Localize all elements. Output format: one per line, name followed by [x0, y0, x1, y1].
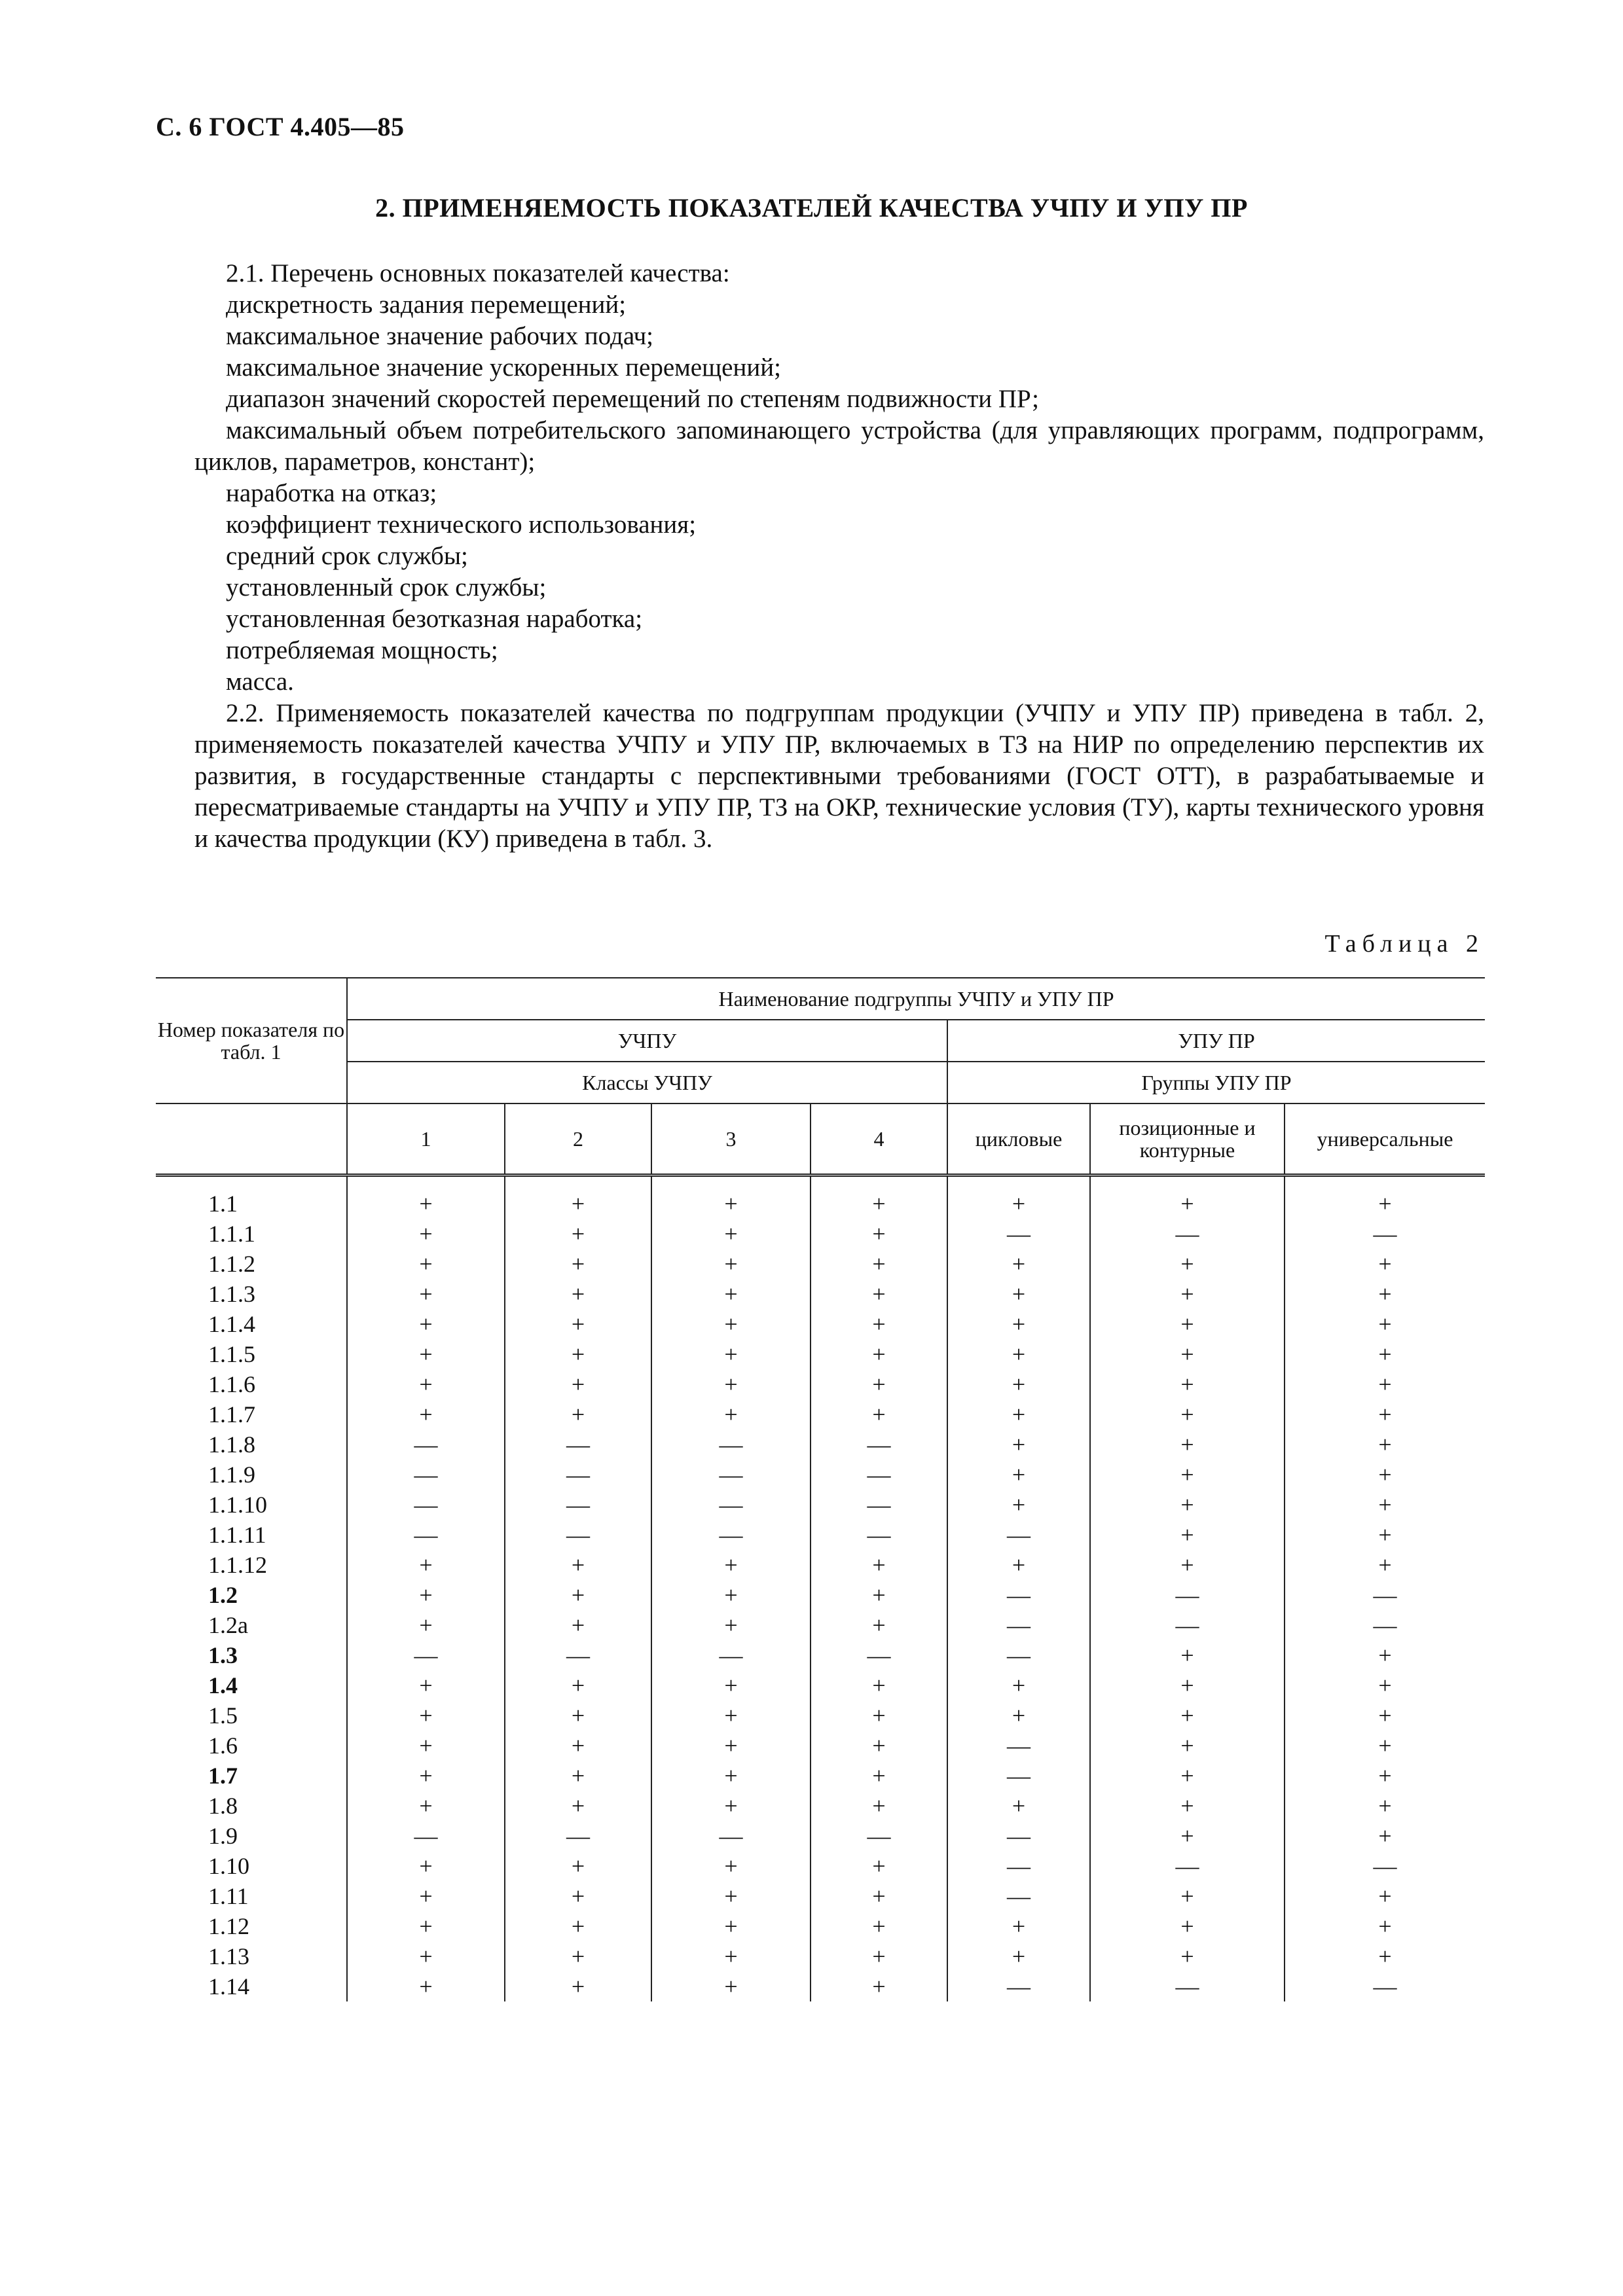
- table-row: [156, 1309, 1485, 1339]
- table-cell: —: [1090, 1971, 1285, 2001]
- table-cell: +: [651, 1219, 811, 1249]
- table-cell: +: [505, 1971, 651, 2001]
- table-cell: —: [811, 1640, 947, 1670]
- table-row: [156, 1339, 1485, 1369]
- table-row: [156, 1249, 1485, 1279]
- row-number: 1.1.10: [208, 1492, 267, 1518]
- table-cell: +: [347, 1550, 505, 1580]
- table-cell: —: [651, 1640, 811, 1670]
- table-cell: +: [811, 1369, 947, 1399]
- col-header: универсальные: [1285, 1103, 1485, 1175]
- table-cell: +: [651, 1971, 811, 2001]
- table-row: [156, 1550, 1485, 1580]
- table-cell: +: [651, 1175, 811, 1219]
- table-cell: +: [651, 1309, 811, 1339]
- table-cell: +: [651, 1369, 811, 1399]
- table-cell: —: [505, 1640, 651, 1670]
- table-cell: +: [811, 1761, 947, 1791]
- table-cell: +: [947, 1175, 1090, 1219]
- table-cell: +: [1090, 1399, 1285, 1429]
- row-number: 1.1.12: [208, 1552, 267, 1578]
- table-cell: +: [1090, 1309, 1285, 1339]
- table-row: [156, 1791, 1485, 1821]
- list-item: установленная безотказная наработка;: [226, 605, 643, 633]
- table-cell: —: [1090, 1851, 1285, 1881]
- paragraph-2-2: 2.2. Применяемость показателей качества по подгруппам продукции (УЧПУ и УПУ ПР) приведена в табл. 2, применяемость показателей качества УЧПУ и УПУ ПР, включаемых в ТЗ на НИР по определению перспектив их развития, в государственные стандарты с перспективными требованиями (ГОСТ ОТТ), в разрабатываемые и пересматриваемые стандарты на УЧПУ и УПУ ПР, ТЗ на ОКР, технические условия (ТУ), карты технического уровня и качества продукции (КУ) приведена в табл. 3.: [194, 699, 1484, 853]
- table-cell: +: [947, 1309, 1090, 1339]
- table-cell: +: [1090, 1640, 1285, 1670]
- table-cell: —: [1285, 1851, 1485, 1881]
- table-cell: +: [651, 1791, 811, 1821]
- table-cell: +: [1285, 1821, 1485, 1851]
- table-row: [156, 1520, 1485, 1550]
- table-cell: +: [1090, 1175, 1285, 1219]
- col-header: 1: [347, 1103, 505, 1175]
- table-cell: +: [811, 1309, 947, 1339]
- table-cell: +: [811, 1175, 947, 1219]
- row-number: 1.12: [208, 1913, 249, 1939]
- table-cell: —: [947, 1971, 1090, 2001]
- table-cell: +: [347, 1670, 505, 1700]
- row-number: 1.1.11: [208, 1522, 266, 1548]
- row-number: 1.1.7: [208, 1401, 255, 1427]
- table-cell: +: [347, 1731, 505, 1761]
- table-cell: +: [1090, 1791, 1285, 1821]
- table-cell: —: [1285, 1219, 1485, 1249]
- table-cell: +: [1090, 1911, 1285, 1941]
- row-number: 1.9: [208, 1823, 238, 1849]
- list-item: установленный срок службы;: [226, 573, 547, 601]
- table-cell: +: [347, 1911, 505, 1941]
- row-number: 1.1: [208, 1191, 238, 1217]
- table-cell: +: [651, 1580, 811, 1610]
- table-cell: +: [1090, 1520, 1285, 1550]
- table-row: [156, 1941, 1485, 1971]
- row-number: 1.1.8: [208, 1431, 255, 1458]
- list-item: потребляемая мощность;: [226, 636, 498, 664]
- list-item: максимальное значение ускоренных перемещений;: [226, 353, 781, 382]
- table-cell: +: [811, 1339, 947, 1369]
- table-cell: +: [1090, 1460, 1285, 1490]
- row-number: 1.2: [208, 1582, 238, 1608]
- table-cell: —: [1090, 1580, 1285, 1610]
- table-cell: +: [505, 1761, 651, 1791]
- table-cell: +: [947, 1791, 1090, 1821]
- table-cell: +: [651, 1731, 811, 1761]
- table-cell: —: [947, 1731, 1090, 1761]
- table-cell: —: [947, 1821, 1090, 1851]
- table-cell: +: [505, 1791, 651, 1821]
- table-cell: +: [347, 1399, 505, 1429]
- table-cell: —: [1285, 1971, 1485, 2001]
- table-cell: +: [1090, 1249, 1285, 1279]
- table-cell: +: [811, 1941, 947, 1971]
- table-cell: +: [947, 1369, 1090, 1399]
- table-body: [156, 1175, 1485, 2002]
- table-row: [156, 1851, 1485, 1881]
- table-cell: +: [811, 1249, 947, 1279]
- table-cell: +: [1285, 1700, 1485, 1731]
- row-number: 1.13: [208, 1943, 249, 1969]
- table-cell: +: [947, 1490, 1090, 1520]
- table-cell: +: [505, 1339, 651, 1369]
- table-cell: +: [1090, 1700, 1285, 1731]
- row-number: 1.7: [208, 1763, 238, 1789]
- table-cell: +: [505, 1279, 651, 1309]
- table-cell: +: [947, 1249, 1090, 1279]
- table-cell: +: [1090, 1490, 1285, 1520]
- row-number: 1.1.6: [208, 1371, 255, 1397]
- row-number: 1.1.9: [208, 1462, 255, 1488]
- table-cell: +: [505, 1670, 651, 1700]
- table-cell: +: [811, 1399, 947, 1429]
- table-cell: +: [347, 1279, 505, 1309]
- table-cell: +: [505, 1851, 651, 1881]
- table-row: [156, 1219, 1485, 1249]
- table-cell: +: [347, 1339, 505, 1369]
- table-row: [156, 1279, 1485, 1309]
- table-cell: +: [1285, 1731, 1485, 1761]
- table-cell: —: [505, 1520, 651, 1550]
- table-label: Таблица 2: [1324, 930, 1484, 958]
- table-cell: +: [1285, 1369, 1485, 1399]
- table-cell: —: [811, 1429, 947, 1460]
- table-cell: +: [947, 1279, 1090, 1309]
- applicability-table: [156, 977, 1485, 2001]
- group-header: Наименование подгруппы УЧПУ и УПУ ПР: [347, 978, 1485, 1020]
- table-cell: +: [811, 1219, 947, 1249]
- table-cell: +: [1285, 1175, 1485, 1219]
- table-row: [156, 1460, 1485, 1490]
- table-cell: —: [651, 1821, 811, 1851]
- table-cell: +: [1285, 1490, 1485, 1520]
- table-cell: +: [811, 1881, 947, 1911]
- list-item: диапазон значений скоростей перемещений по степеням подвижности ПР;: [226, 385, 1040, 413]
- list-item: коэффициент технического использования;: [226, 511, 697, 539]
- col-header-empty: [156, 1103, 347, 1175]
- table-cell: —: [347, 1640, 505, 1670]
- table-cell: +: [947, 1339, 1090, 1369]
- table-cell: +: [1285, 1791, 1485, 1821]
- table-cell: +: [1090, 1369, 1285, 1399]
- table-cell: +: [811, 1670, 947, 1700]
- table-cell: +: [651, 1249, 811, 1279]
- table-row: [156, 1640, 1485, 1670]
- table-cell: +: [505, 1610, 651, 1640]
- table-cell: +: [347, 1610, 505, 1640]
- table-row: [156, 1821, 1485, 1851]
- table-cell: +: [1285, 1670, 1485, 1700]
- row-number: 1.1.1: [208, 1221, 255, 1247]
- table-cell: +: [347, 1851, 505, 1881]
- table-cell: +: [347, 1941, 505, 1971]
- table-row: [156, 1761, 1485, 1791]
- table-cell: +: [505, 1550, 651, 1580]
- table-cell: +: [1285, 1550, 1485, 1580]
- row-number: 1.1.2: [208, 1251, 255, 1277]
- table-row: [156, 1490, 1485, 1520]
- table-cell: +: [1090, 1550, 1285, 1580]
- col-header: 2: [505, 1103, 651, 1175]
- table-cell: +: [505, 1249, 651, 1279]
- table-cell: —: [505, 1460, 651, 1490]
- table-cell: —: [811, 1490, 947, 1520]
- table-cell: +: [947, 1399, 1090, 1429]
- table-cell: +: [1285, 1249, 1485, 1279]
- table-cell: +: [347, 1249, 505, 1279]
- col-header-number: Номер показателя по табл. 1: [156, 978, 347, 1103]
- table-row: [156, 1881, 1485, 1911]
- table-cell: +: [505, 1911, 651, 1941]
- table-cell: +: [947, 1700, 1090, 1731]
- table-row: [156, 1429, 1485, 1460]
- table-cell: —: [947, 1640, 1090, 1670]
- table-cell: +: [1285, 1279, 1485, 1309]
- body-text: [194, 258, 1484, 855]
- row-number: 1.4: [208, 1672, 238, 1698]
- table-cell: +: [651, 1761, 811, 1791]
- table-cell: —: [347, 1490, 505, 1520]
- table-row: [156, 1610, 1485, 1640]
- table-row: [156, 1399, 1485, 1429]
- table-cell: +: [1285, 1640, 1485, 1670]
- table-cell: +: [1090, 1429, 1285, 1460]
- row-number: 1.3: [208, 1642, 238, 1668]
- table-row: [156, 1580, 1485, 1610]
- list-item-long: максимальный объем потребительского запоминающего устройства (для управляющих программ, подпрограмм, циклов, параметров, констант);: [194, 416, 1484, 476]
- table-cell: +: [651, 1941, 811, 1971]
- row-number: 1.8: [208, 1793, 238, 1819]
- table-cell: +: [1285, 1941, 1485, 1971]
- table-cell: +: [947, 1911, 1090, 1941]
- table-cell: —: [947, 1881, 1090, 1911]
- table-cell: +: [505, 1881, 651, 1911]
- table-cell: +: [1285, 1399, 1485, 1429]
- table-cell: +: [1285, 1309, 1485, 1339]
- table-row: [156, 1670, 1485, 1700]
- list-item: масса.: [226, 668, 294, 696]
- table-cell: +: [1090, 1941, 1285, 1971]
- table-cell: +: [1285, 1429, 1485, 1460]
- table-row: [156, 1971, 1485, 2001]
- table-cell: —: [947, 1520, 1090, 1550]
- col-header: 3: [651, 1103, 811, 1175]
- header-uchpu: УЧПУ: [347, 1020, 947, 1062]
- table-cell: +: [651, 1700, 811, 1731]
- table-cell: +: [1285, 1761, 1485, 1791]
- table-cell: +: [947, 1941, 1090, 1971]
- table-cell: +: [811, 1610, 947, 1640]
- table-cell: +: [1285, 1339, 1485, 1369]
- table-cell: +: [811, 1731, 947, 1761]
- table-cell: —: [651, 1520, 811, 1550]
- table-cell: +: [347, 1881, 505, 1911]
- table-cell: +: [1285, 1881, 1485, 1911]
- table-cell: +: [651, 1610, 811, 1640]
- table-cell: —: [347, 1520, 505, 1550]
- table-cell: +: [1090, 1761, 1285, 1791]
- table-cell: +: [347, 1369, 505, 1399]
- list-item: максимальное значение рабочих подач;: [226, 322, 654, 350]
- table-cell: —: [347, 1821, 505, 1851]
- page-header: С. 6 ГОСТ 4.405—85: [156, 112, 405, 141]
- row-number: 1.6: [208, 1732, 238, 1759]
- intro-line: 2.1. Перечень основных показателей качества:: [226, 259, 730, 287]
- table-cell: +: [505, 1175, 651, 1219]
- table-cell: +: [947, 1550, 1090, 1580]
- table-cell: —: [1285, 1610, 1485, 1640]
- table-cell: +: [651, 1399, 811, 1429]
- table-cell: —: [1090, 1219, 1285, 1249]
- table-cell: —: [947, 1851, 1090, 1881]
- table-cell: +: [947, 1429, 1090, 1460]
- list-item: дискретность задания перемещений;: [226, 291, 627, 319]
- table-row: [156, 1731, 1485, 1761]
- section-title: 2. ПРИМЕНЯЕМОСТЬ ПОКАЗАТЕЛЕЙ КАЧЕСТВА УЧПУ И УПУ ПР: [375, 193, 1248, 223]
- table-cell: +: [811, 1791, 947, 1821]
- table-cell: +: [347, 1580, 505, 1610]
- table-cell: —: [947, 1219, 1090, 1249]
- table-cell: +: [1090, 1821, 1285, 1851]
- table-cell: —: [947, 1761, 1090, 1791]
- table-cell: +: [1090, 1279, 1285, 1309]
- table-cell: —: [505, 1429, 651, 1460]
- col-header: цикловые: [947, 1103, 1090, 1175]
- table-cell: +: [811, 1700, 947, 1731]
- table-cell: +: [347, 1219, 505, 1249]
- table-cell: —: [505, 1821, 651, 1851]
- table-cell: +: [651, 1670, 811, 1700]
- table-cell: +: [505, 1369, 651, 1399]
- table-cell: +: [505, 1731, 651, 1761]
- table-cell: —: [811, 1460, 947, 1490]
- table-cell: —: [1285, 1580, 1485, 1610]
- col-header: позиционные и контурные: [1090, 1103, 1285, 1175]
- table-cell: +: [347, 1791, 505, 1821]
- table-cell: +: [651, 1339, 811, 1369]
- table-row: [156, 1911, 1485, 1941]
- table-row: [156, 1175, 1485, 1219]
- row-number: 1.1.3: [208, 1281, 255, 1307]
- table-cell: +: [811, 1851, 947, 1881]
- table-cell: +: [1090, 1339, 1285, 1369]
- row-number: 1.1.4: [208, 1311, 255, 1337]
- table-cell: +: [505, 1580, 651, 1610]
- table-cell: +: [347, 1700, 505, 1731]
- table-cell: +: [947, 1670, 1090, 1700]
- header-uchpu-classes: Классы УЧПУ: [347, 1062, 947, 1103]
- table-cell: —: [347, 1460, 505, 1490]
- table-cell: +: [811, 1550, 947, 1580]
- table-cell: —: [651, 1460, 811, 1490]
- table-cell: —: [651, 1429, 811, 1460]
- header-upu-groups: Группы УПУ ПР: [947, 1062, 1485, 1103]
- table-cell: +: [947, 1460, 1090, 1490]
- table-cell: +: [1090, 1670, 1285, 1700]
- table-cell: +: [811, 1971, 947, 2001]
- list-item: наработка на отказ;: [226, 479, 437, 507]
- row-number: 1.11: [208, 1883, 249, 1909]
- table-cell: +: [1090, 1731, 1285, 1761]
- table-cell: +: [505, 1700, 651, 1731]
- table-cell: —: [505, 1490, 651, 1520]
- table-row: [156, 1369, 1485, 1399]
- table-cell: —: [947, 1610, 1090, 1640]
- table-cell: +: [1285, 1520, 1485, 1550]
- table-cell: +: [651, 1550, 811, 1580]
- table-cell: —: [651, 1490, 811, 1520]
- table-cell: +: [651, 1851, 811, 1881]
- table-cell: —: [1090, 1610, 1285, 1640]
- table-cell: +: [505, 1309, 651, 1339]
- table-cell: +: [651, 1881, 811, 1911]
- list-item: средний срок службы;: [226, 542, 468, 570]
- table-cell: —: [811, 1821, 947, 1851]
- table-cell: +: [811, 1911, 947, 1941]
- table-cell: —: [811, 1520, 947, 1550]
- table-cell: +: [1285, 1911, 1485, 1941]
- table-row: [156, 1700, 1485, 1731]
- table-cell: +: [1285, 1460, 1485, 1490]
- table-cell: +: [811, 1580, 947, 1610]
- row-number: 1.5: [208, 1702, 238, 1729]
- table-cell: +: [347, 1309, 505, 1339]
- table-cell: +: [651, 1279, 811, 1309]
- table-cell: +: [505, 1941, 651, 1971]
- table-cell: +: [505, 1399, 651, 1429]
- header-upu: УПУ ПР: [947, 1020, 1485, 1062]
- table-cell: +: [651, 1911, 811, 1941]
- table-cell: +: [1090, 1881, 1285, 1911]
- table-cell: +: [811, 1279, 947, 1309]
- row-number: 1.10: [208, 1853, 249, 1879]
- table-cell: +: [347, 1175, 505, 1219]
- table-cell: —: [347, 1429, 505, 1460]
- row-number: 1.14: [208, 1973, 249, 2000]
- row-number: 1.2а: [208, 1612, 248, 1638]
- table-cell: —: [947, 1580, 1090, 1610]
- table-cell: +: [347, 1971, 505, 2001]
- table-cell: +: [347, 1761, 505, 1791]
- col-header: 4: [811, 1103, 947, 1175]
- row-number: 1.1.5: [208, 1341, 255, 1367]
- table-cell: +: [505, 1219, 651, 1249]
